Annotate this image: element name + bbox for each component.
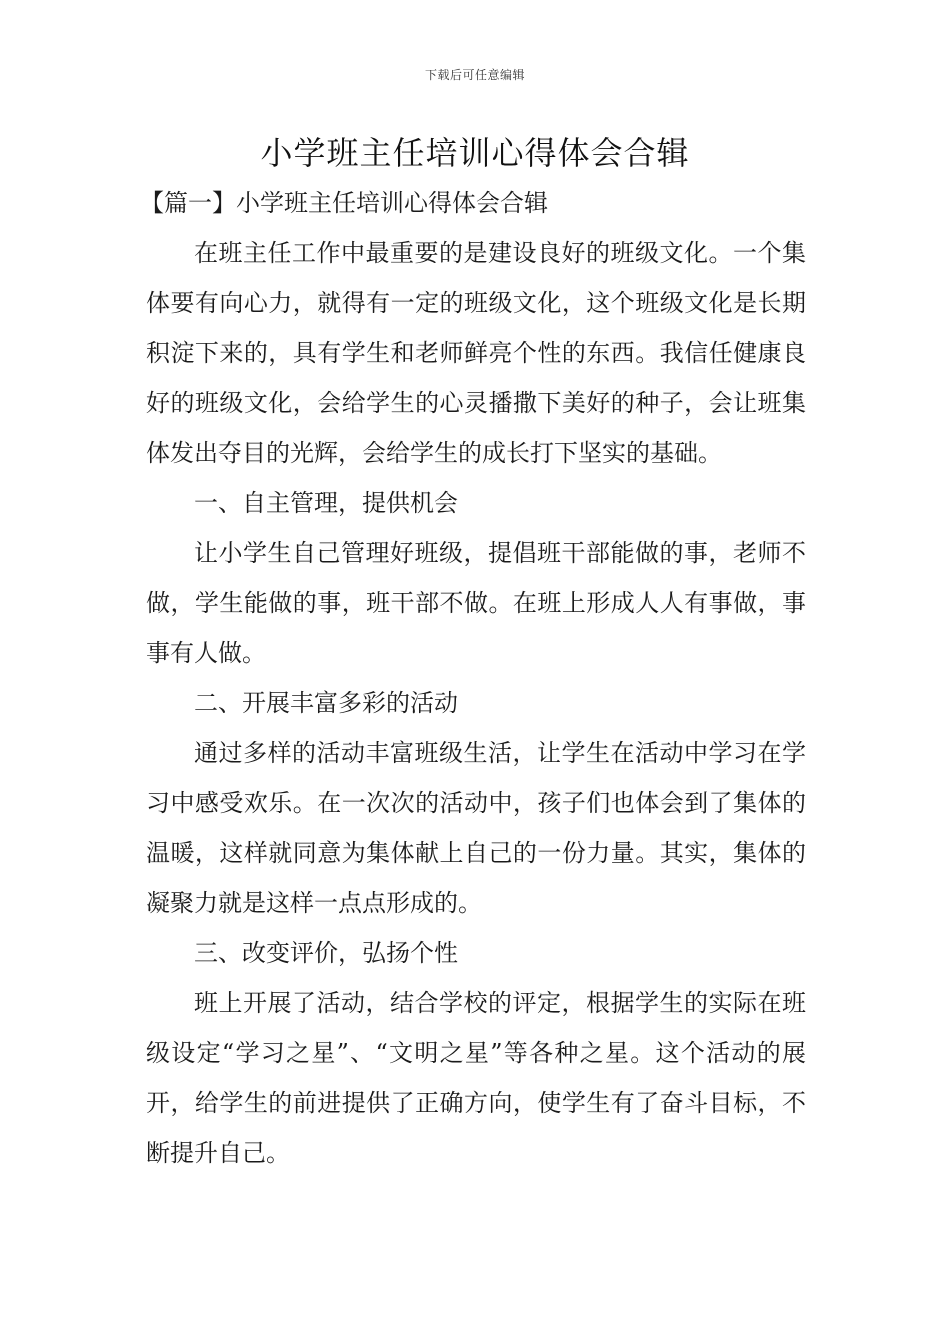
- document-body: [140, 178, 806, 1178]
- heading-evaluation: 三、改变评价，弘扬个性: [194, 939, 458, 967]
- header-note: 下载后可任意编辑: [424, 68, 525, 82]
- section-label: 【篇一】小学班主任培训心得体会合辑: [140, 189, 548, 217]
- paragraph-intro: 在班主任工作中最重要的是建设良好的班级文化。一个集体要有向心力，就得有一定的班级文化，这个班级文化是长期积淀下来的，具有学生和老师鲜亮个性的东西。我信任健康良好的班级文化，会给学生的心灵播撒下美好的种子，会让班集体发出夺目的光辉，会给学生的成长打下坚实的基础。: [146, 239, 806, 467]
- paragraph-self-management: 让小学生自己管理好班级，提倡班干部能做的事，老师不做，学生能做的事，班干部不做。在班上形成人人有事做，事事有人做。: [146, 539, 806, 667]
- paragraph-activities: 通过多样的活动丰富班级生活，让学生在活动中学习在学习中感受欢乐。在一次次的活动中，孩子们也体会到了集体的温暖，这样就同意为集体献上自己的一份力量。其实，集体的凝聚力就是这样一点点形成的。: [146, 739, 806, 917]
- paragraph-evaluation: 班上开展了活动，结合学校的评定，根据学生的实际在班级设定“学习之星”、“文明之星”等各种之星。这个活动的展开，给学生的前进提供了正确方向，使学生有了奋斗目标，不断提升自己。: [146, 989, 806, 1167]
- heading-activities: 二、开展丰富多彩的活动: [194, 689, 458, 717]
- document-title: 小学班主任培训心得体会合辑: [260, 134, 690, 172]
- heading-self-management: 一、自主管理，提供机会: [194, 489, 458, 517]
